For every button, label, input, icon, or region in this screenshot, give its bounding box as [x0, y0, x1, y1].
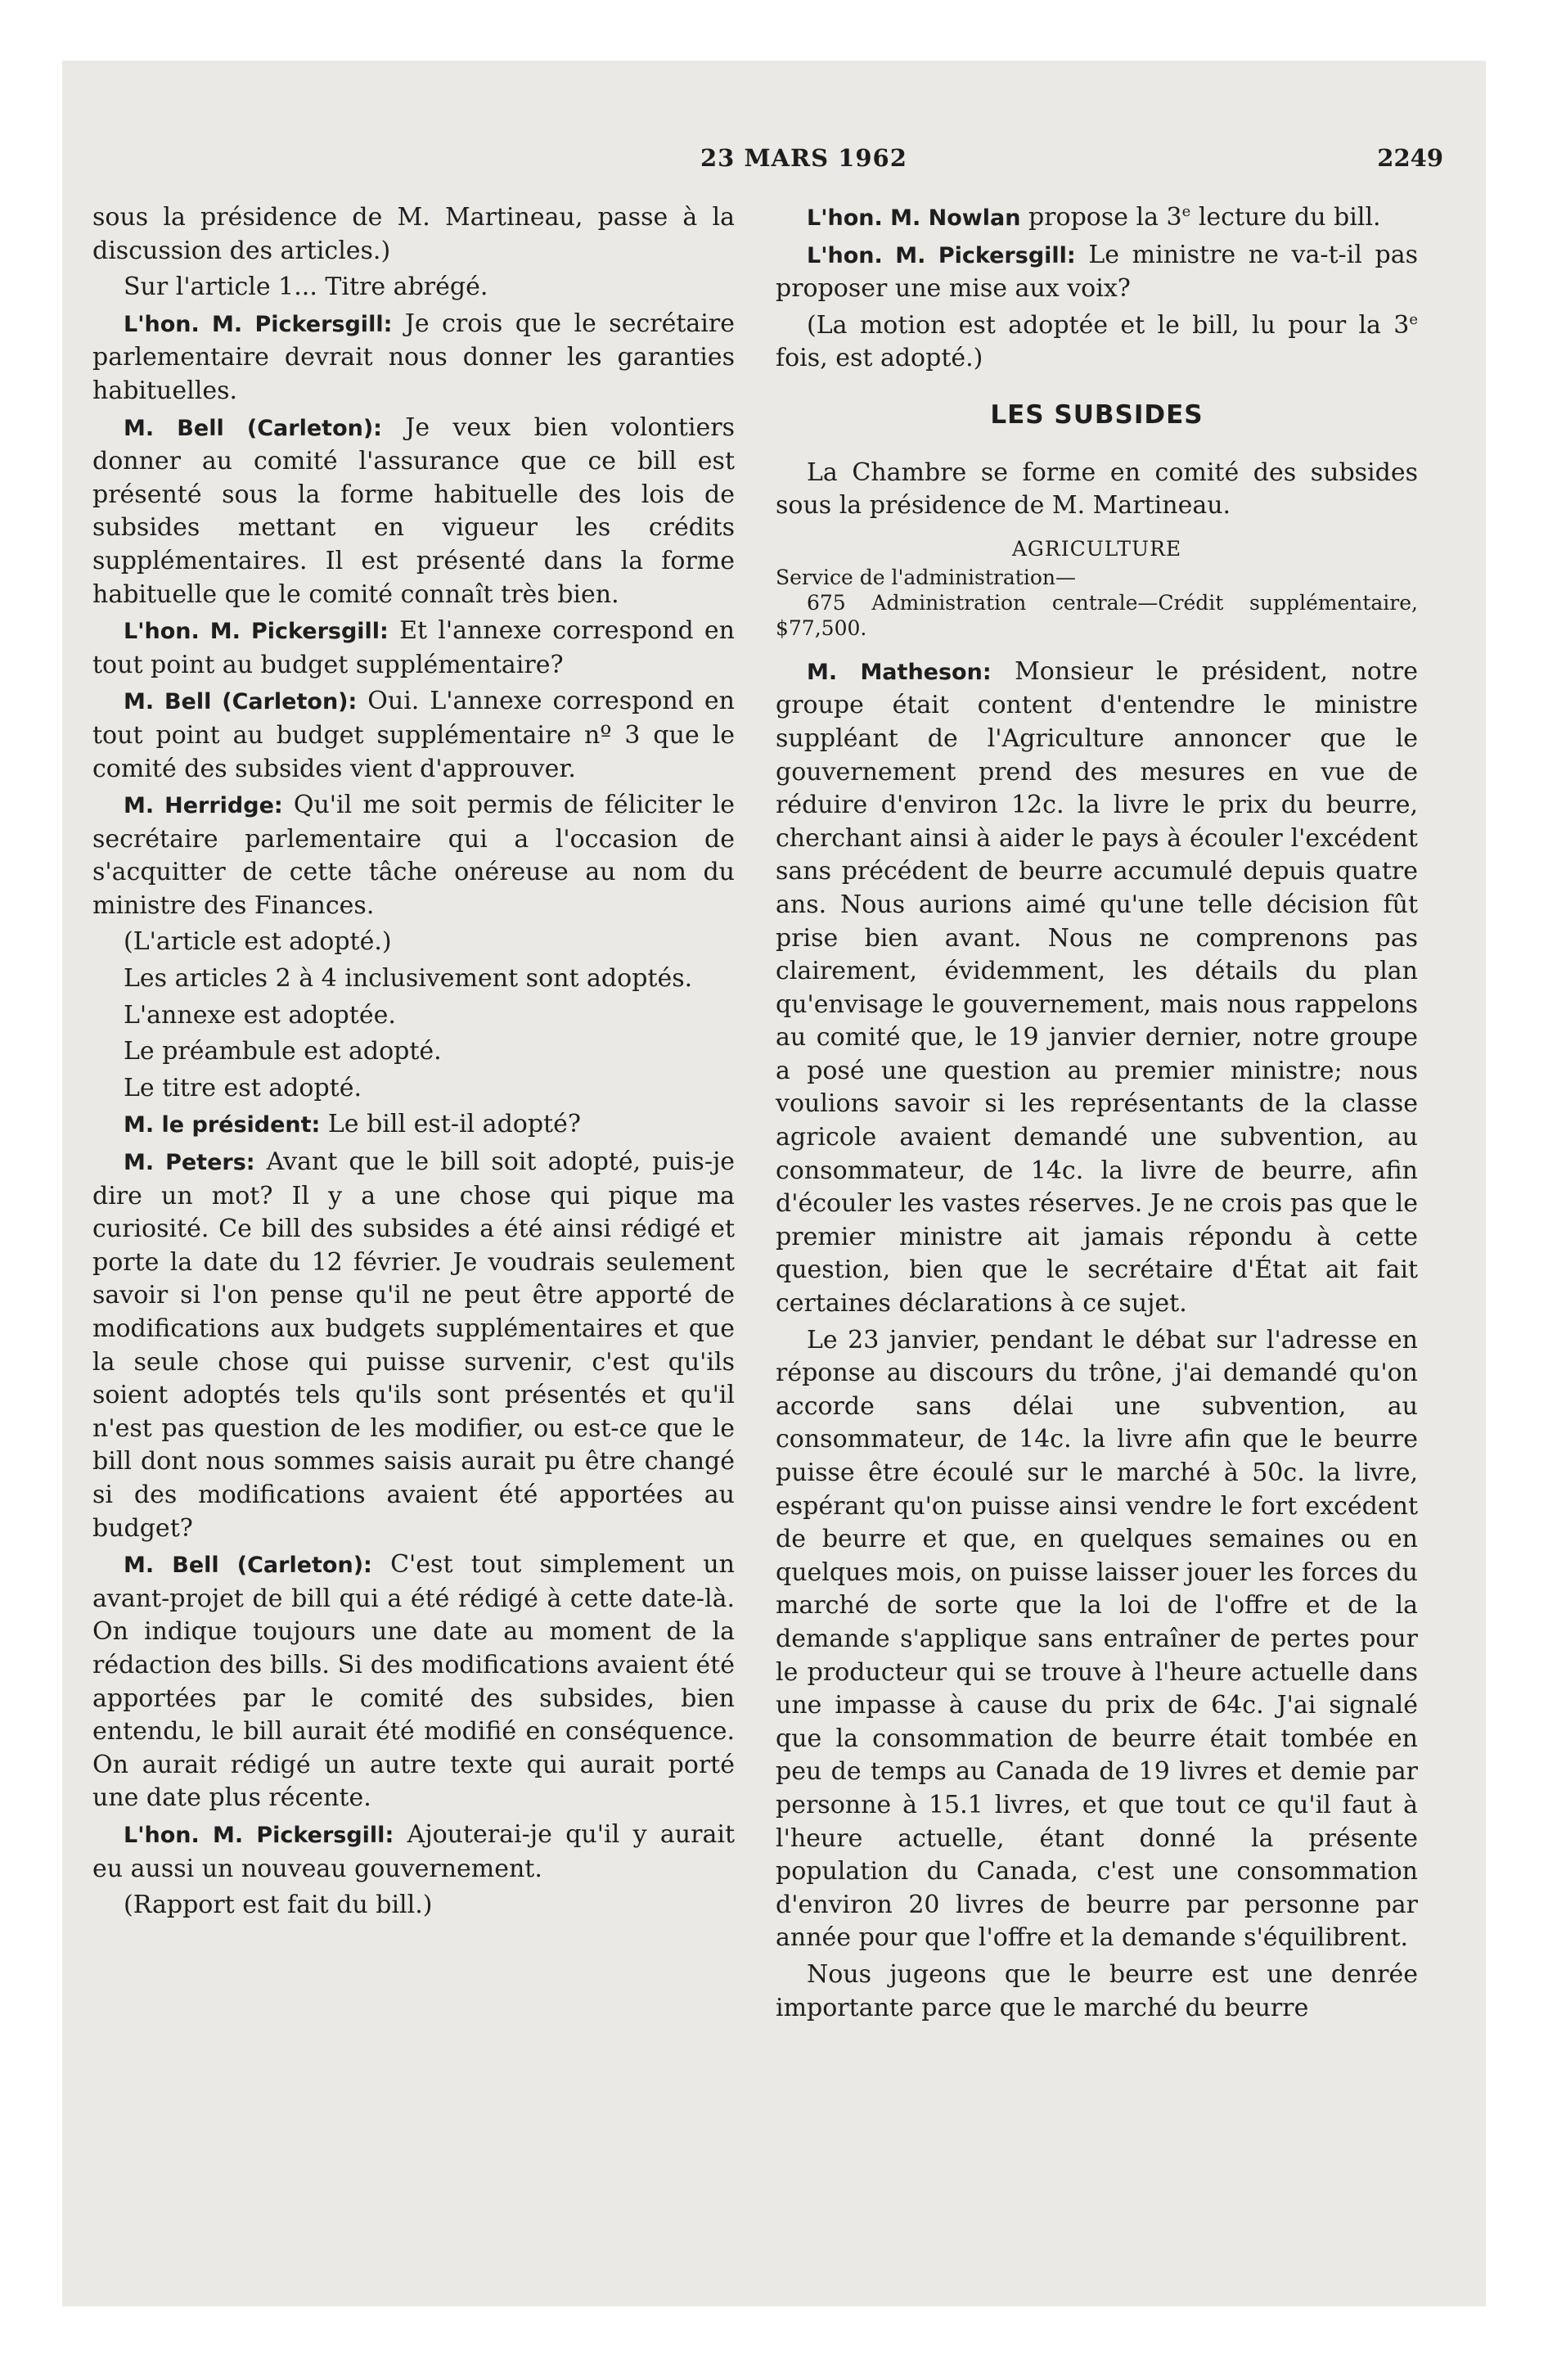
speech-text: Et l'annexe correspond en tout point au budget supplémentaire?	[92, 616, 735, 679]
speaker-name: M. Matheson:	[807, 659, 992, 685]
right-column	[776, 201, 1418, 2028]
speech-text: fois, est adopté.)	[776, 344, 983, 373]
paragraph	[776, 309, 1418, 376]
header-date: 23 MARS 1962	[700, 144, 907, 172]
paragraph	[92, 1819, 735, 1886]
speech-text: Je crois que le secrétaire parlementaire devrait nous donner les garanties habituelles.	[92, 309, 735, 405]
speech-text: Qu'il me soit permis de féliciter le secrétaire parlementaire qui a l'occasion de s'acquitter de cette tâche onéreuse au nom du ministre des Finances.	[92, 791, 735, 920]
paragraph	[92, 685, 735, 786]
paragraph: (Rapport est fait du bill.)	[124, 1891, 433, 1920]
service-line: Service de l'administration—	[776, 565, 1076, 589]
speaker-name: L'hon. M. Pickersgill:	[124, 311, 393, 337]
paragraph: Le titre est adopté.	[124, 1073, 362, 1102]
speech-text: C'est tout simplement un avant-projet de bill qui a été rédigé à cette date-là. On indique toujours une date au moment de la rédaction des bills. Si des modifications avaient été apportées par le comité des subsides, bien entendu, le bill aurait été modifié en conséquence. On aurait rédigé un autre texte qui aurait porté une date plus récente.	[92, 1550, 735, 1813]
paragraph: Le préambule est adopté.	[124, 1037, 442, 1066]
estimate-block	[776, 536, 1418, 641]
speech-text: Le bill est-il adopté?	[320, 1110, 581, 1139]
left-column	[92, 201, 735, 1926]
paragraph	[92, 1108, 735, 1143]
paragraph: La Chambre se forme en comité des subsides sous la présidence de M. Martineau.	[776, 458, 1418, 521]
speaker-name: L'hon. M. Pickersgill:	[124, 619, 389, 645]
speech-text: propose la 3	[1020, 203, 1182, 232]
paragraph	[776, 239, 1418, 306]
section-heading: LES SUBSIDES	[990, 399, 1204, 430]
speaker-name: M. le président:	[124, 1112, 321, 1138]
speaker-name: M. Bell (Carleton):	[124, 689, 358, 715]
speaker-name: L'hon. M. Nowlan	[807, 205, 1021, 231]
paragraph	[92, 308, 735, 408]
superscript: e	[1409, 310, 1418, 328]
paragraph	[92, 789, 735, 922]
page-number: 2249	[1377, 144, 1443, 172]
speech-text: lecture du bill.	[1190, 203, 1381, 232]
speaker-name: M. Bell (Carleton):	[124, 1553, 372, 1579]
speech-text: Je veux bien volontiers donner au comité l'assurance que ce bill est présenté sous la forme habituelle des lois de subsides mettant en vigueur les crédits supplémentaires. Il est présenté dans la forme habituelle que le comité connaît très bien.	[92, 412, 735, 609]
paragraph	[92, 412, 735, 612]
paragraph: Nous jugeons que le beurre est une denrée importante parce que le marché du beurre	[776, 1959, 1418, 2022]
speaker-name: L'hon. M. Pickersgill:	[807, 242, 1076, 268]
speaker-name: M. Bell (Carleton):	[124, 415, 382, 441]
speaker-name: M. Peters:	[124, 1150, 255, 1176]
speaker-name: L'hon. M. Pickersgill:	[124, 1822, 394, 1848]
paragraph: Les articles 2 à 4 inclusivement sont adoptés.	[124, 964, 693, 994]
department-heading: AGRICULTURE	[1011, 536, 1182, 561]
speaker-name: M. Herridge:	[124, 793, 283, 819]
paragraph: Sur l'article 1... Titre abrégé.	[124, 273, 488, 302]
paragraph	[776, 201, 1418, 236]
paragraph	[92, 1548, 735, 1815]
speech-text: Monsieur le président, notre groupe était content d'entendre le ministre suppléant de l'Agriculture annoncer que le gouvernement prend des mesures en vue de réduire d'environ 12c. la livre le prix du beurre, cherchant ainsi à aider le pays à écouler l'excédent sans précédent de beurre accumulé depuis quatre ans. Nous aurions aimé qu'une telle décision fût prise bien avant. Nous ne comprenons pas clairement, évidemment, les détails du plan qu'envisage le gouvernement, mais nous rappelons au comité que, le 19 janvier dernier, notre groupe a posé une question au premier ministre; nous voulions savoir si les représentants de la classe agricole avaient demandé une subvention, au consommateur, de 14c. la livre de beurre, afin d'écouler les vastes réserves. Je ne crois pas que le premier ministre ait jamais répondu à cette question, bien que le secrétaire d'État ait fait certaines déclarations à ce sujet.	[776, 656, 1418, 1318]
paragraph: Le 23 janvier, pendant le débat sur l'adresse en réponse au discours du trône, j'ai demandé qu'on accorde sans délai une subvention, au consommateur, de 14c. la livre afin que le beurre puisse être écoulé sur le marché à 50c. la livre, espérant qu'on puisse ainsi vendre le fort excédent de beurre et que, en quelques semaines ou en quelques mois, on puisse laisser jouer les forces du marché de sorte que la loi de l'offre et de la demande s'applique sans entraîner de pertes pour le producteur qui se trouve à l'heure actuelle dans une impasse à cause du prix de 64c. J'ai signalé que la consommation de beurre était tombée en peu de temps au Canada de 19 livres et demie par personne à 15.1 livres, et que tout ce qu'il faut à l'heure actuelle, étant donné la présente population du Canada, c'est une consommation d'environ 20 livres de beurre par personne par année pour que l'offre et la demande s'équilibrent.	[776, 1325, 1418, 1953]
vote-item: 675 Administration centrale—Crédit supplémentaire, $77,500.	[776, 590, 1418, 640]
paragraph: (L'article est adopté.)	[124, 927, 392, 957]
speech-text: Avant que le bill soit adopté, puis-je dire un mot? Il y a une chose qui pique ma curiosité. Ce bill des subsides a été ainsi rédigé et porte la date du 12 février. Je voudrais seulement savoir si l'on pense qu'il ne peut être apporté de modifications aux budgets supplémentaires et que la seule chose qui puisse survenir, c'est qu'ils soient adoptés tels qu'ils sont présentés et qu'il n'est pas question de les modifier, ou est-ce que le bill dont nous sommes saisis aurait pu être changé si des modifications avaient été apportées au budget?	[92, 1147, 736, 1543]
superscript: e	[1181, 203, 1191, 220]
speech-text: Le ministre ne va-t-il pas proposer une mise aux voix?	[776, 240, 1418, 304]
speech-text: Ajouterai-je qu'il y aurait eu aussi un nouveau gouvernement.	[92, 1819, 736, 1883]
page-header	[62, 144, 1486, 177]
paragraph	[92, 615, 735, 682]
paragraph: sous la présidence de M. Martineau, passe à la discussion des articles.)	[92, 203, 735, 265]
paragraph: L'annexe est adoptée.	[124, 1000, 396, 1030]
paragraph	[92, 1146, 735, 1545]
paragraph	[776, 656, 1418, 1321]
speech-text: Oui. L'annexe correspond en tout point au budget supplémentaire nº 3 que le comité des subsides vient d'approuver.	[92, 687, 735, 783]
speech-text: (La motion est adoptée et le bill, lu pour la 3	[807, 310, 1410, 340]
